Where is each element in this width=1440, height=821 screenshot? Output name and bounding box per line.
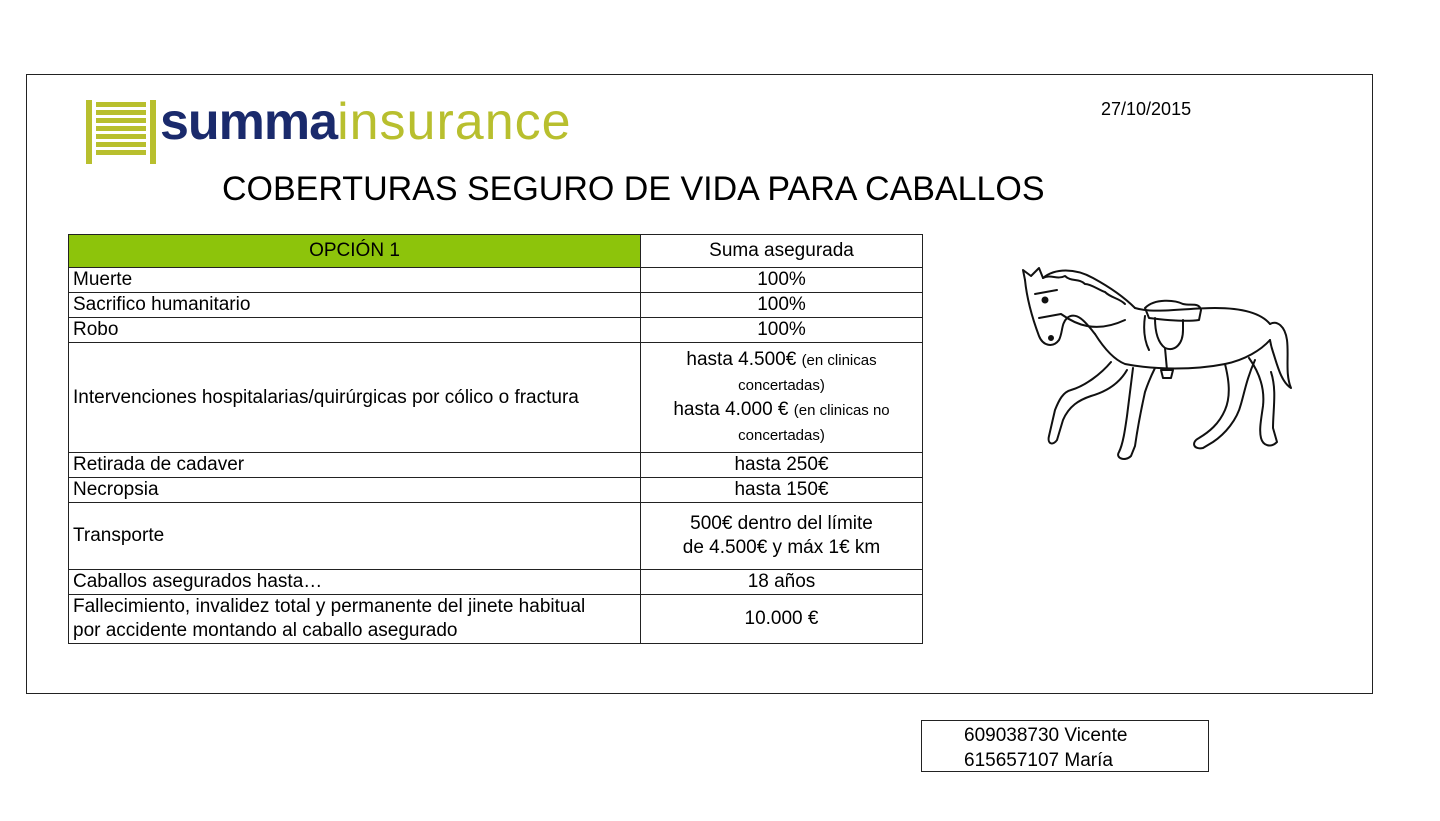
contact-maria: 615657107 María [964,750,1113,771]
value-clinic-non-concerted: hasta 4.000 € [673,398,789,420]
rider-coverage-line1: Fallecimiento, invalidez total y permanente del jinete habitual [73,596,586,617]
coverage-label: Robo [69,318,641,343]
table-row [69,293,923,318]
coverage-label: Intervenciones hospitalarias/quirúrgicas por cólico o fractura [69,343,641,453]
coverage-label [69,595,641,644]
table-row [69,268,923,293]
value-clinic-concerted-note: (en clinicas concertadas) [738,351,877,394]
table-header-row [69,235,923,268]
table-row [69,478,923,503]
logo-brand-light: insurance [337,93,572,151]
table-row [69,318,923,343]
horse-illustration [1015,260,1295,470]
coverage-value: 100% [641,268,923,293]
rider-coverage-line2: por accidente montando al caballo asegurado [73,620,458,641]
table-row [69,343,923,453]
coverage-value: 100% [641,293,923,318]
table-row [69,570,923,595]
coverage-value: 100% [641,318,923,343]
coverage-label: Necropsia [69,478,641,503]
table-row [69,595,923,644]
page-title: COBERTURAS SEGURO DE VIDA PARA CABALLOS [222,170,1045,208]
coverage-label: Transporte [69,503,641,570]
document-date: 27/10/2015 [1101,99,1192,119]
logo-wordmark [160,93,572,151]
table-row [69,503,923,570]
coverage-value: hasta 250€ [641,453,923,478]
coverage-label: Caballos asegurados hasta… [69,570,641,595]
coverage-value: 18 años [641,570,923,595]
transport-value-line2: de 4.500€ y máx 1€ km [682,537,881,558]
coverage-table [68,234,923,644]
option-header: OPCIÓN 1 [69,235,641,268]
coverage-label: Sacrifico humanitario [69,293,641,318]
coverage-value: hasta 150€ [641,478,923,503]
contact-vicente: 609038730 Vicente [964,725,1128,746]
coverage-value [641,503,923,570]
summa-insurance-logo [86,93,572,168]
coverage-value: 10.000 € [641,595,923,644]
contacts-box [921,720,1209,772]
table-row [69,453,923,478]
value-clinic-concerted: hasta 4.500€ [686,348,797,370]
transport-value-line1: 500€ dentro del límite [690,513,873,534]
coverage-value [641,343,923,453]
value-clinic-non-concerted-note: (en clinicas no concertadas) [738,401,890,444]
sum-insured-header: Suma asegurada [641,235,923,268]
coverage-label: Muerte [69,268,641,293]
logo-brand-bold: summa [160,93,338,151]
logo-icon [86,96,156,168]
horse-icon [1015,260,1295,470]
coverage-label: Retirada de cadaver [69,453,641,478]
